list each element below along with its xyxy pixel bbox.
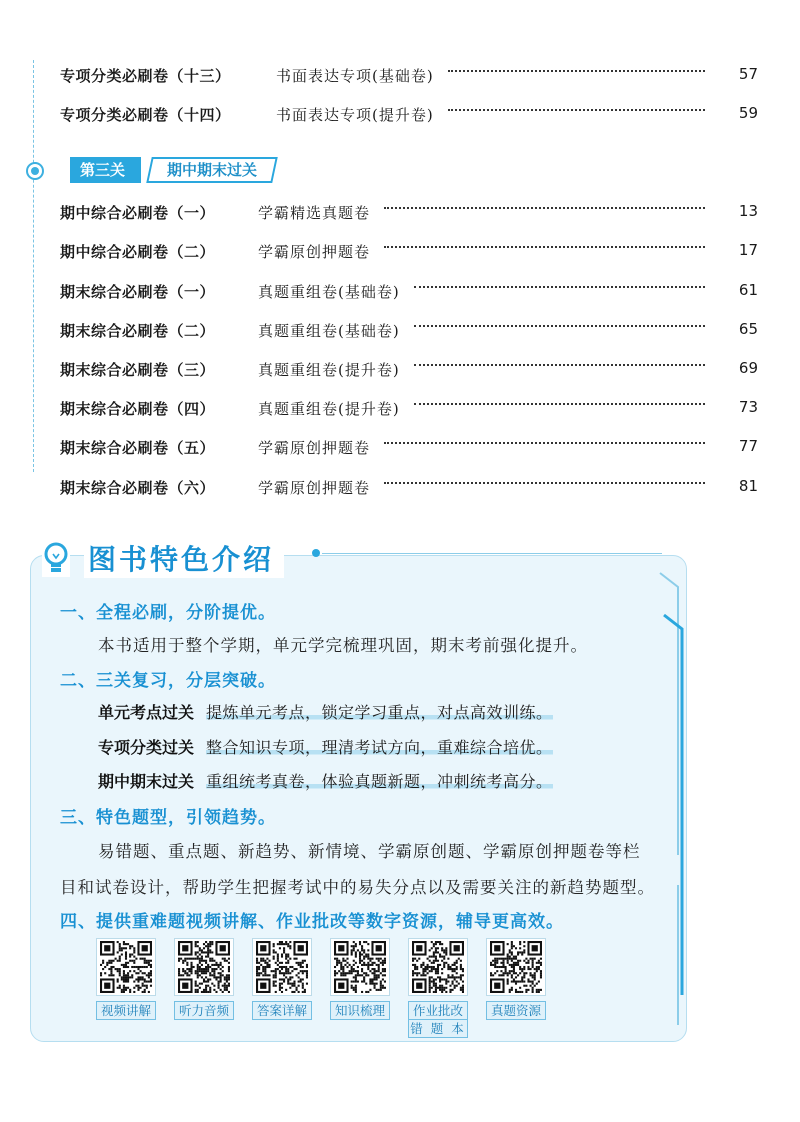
toc-page-number: 77	[738, 437, 758, 455]
title-rule	[322, 553, 662, 554]
toc-entry[interactable]	[60, 63, 760, 89]
panel-side-decoration	[658, 555, 686, 1040]
toc-entry-name: 期末综合必刷卷（二）	[60, 322, 216, 340]
feature-3-heading: 三、特色题型，引领趋势。	[60, 808, 276, 828]
toc-page-number: 65	[738, 320, 758, 338]
feature-2-item	[98, 769, 553, 792]
toc-entry[interactable]	[60, 279, 760, 305]
toc-entry-name: 期末综合必刷卷（五）	[60, 439, 216, 457]
feature-1-text: 本书适用于整个学期，单元学完梳理巩固，期末考前强化提升。	[98, 636, 588, 655]
qr-label: 答案详解	[252, 1001, 312, 1020]
features-title: 图书特色介绍	[84, 538, 284, 578]
lightbulb-icon	[42, 541, 70, 577]
toc-leader-dots	[414, 364, 705, 366]
item-key: 单元考点过关	[98, 703, 195, 722]
item-value: 整合知识专项，理清考试方向，重难综合培优。	[206, 738, 553, 757]
toc-page-number: 81	[738, 477, 758, 495]
toc-entry-name: 专项分类必刷卷（十四）	[60, 106, 231, 124]
toc-entry[interactable]	[60, 396, 760, 422]
toc-entry[interactable]	[60, 318, 760, 344]
section-marker-icon	[26, 162, 44, 180]
toc-entry-title: 书面表达专项(基础卷)	[276, 67, 434, 85]
qr-label: 视频讲解	[96, 1001, 156, 1020]
toc-page-number: 69	[738, 359, 758, 377]
toc-entry[interactable]	[60, 102, 760, 128]
qr-code-icon[interactable]	[174, 938, 234, 996]
toc-entry[interactable]	[60, 475, 760, 501]
toc-page-number: 17	[738, 241, 758, 259]
toc-page-number: 59	[738, 104, 758, 122]
feature-3-text-line2: 目和试卷设计，帮助学生把握考试中的易失分点以及需要关注的新趋势题型。	[60, 878, 655, 897]
section-3-label: 期中期末过关	[146, 157, 278, 183]
title-dot	[312, 549, 320, 557]
item-value: 提炼单元考点，锁定学习重点，对点高效训练。	[206, 703, 553, 722]
toc-page-number: 57	[738, 65, 758, 83]
toc-entry[interactable]	[60, 357, 760, 383]
toc-entry-title: 学霸原创押题卷	[258, 439, 371, 457]
qr-label-extra: 错 题 本	[408, 1020, 468, 1038]
feature-4-heading: 四、提供重难题视频讲解、作业批改等数字资源，辅导更高效。	[60, 912, 564, 932]
toc-leader-dots	[414, 403, 705, 405]
toc-entry-title: 真题重组卷(基础卷)	[258, 283, 400, 301]
toc-entry-name: 期中综合必刷卷（二）	[60, 243, 216, 261]
toc-entry-name: 期中综合必刷卷（一）	[60, 204, 216, 222]
toc-entry-name: 期末综合必刷卷（六）	[60, 479, 216, 497]
toc-leader-dots	[448, 70, 705, 72]
qr-code[interactable]	[486, 938, 546, 1020]
toc-entry-title: 书面表达专项(提升卷)	[276, 106, 434, 124]
toc-page-number: 13	[738, 202, 758, 220]
item-value: 重组统考真卷，体验真题新题，冲刺统考高分。	[206, 772, 553, 791]
qr-code-icon[interactable]	[486, 938, 546, 996]
feature-3-text-line1: 易错题、重点题、新趋势、新情境、学霸原创题、学霸原创押题卷等栏	[98, 842, 641, 861]
toc-entry-title: 真题重组卷(提升卷)	[258, 361, 400, 379]
qr-code[interactable]	[252, 938, 312, 1020]
feature-2-item	[98, 735, 553, 758]
section-timeline-line	[33, 60, 34, 472]
qr-code-icon[interactable]	[408, 938, 468, 996]
toc-entry[interactable]	[60, 239, 760, 265]
toc-entry-title: 学霸精选真题卷	[258, 204, 371, 222]
toc-leader-dots	[384, 442, 705, 444]
qr-code-icon[interactable]	[330, 938, 390, 996]
toc-entry-name: 期末综合必刷卷（一）	[60, 283, 216, 301]
toc-page-number: 73	[738, 398, 758, 416]
qr-label: 听力音频	[174, 1001, 234, 1020]
toc-page-number: 61	[738, 281, 758, 299]
section-3-header	[24, 157, 314, 183]
feature-2-item	[98, 700, 553, 723]
toc-entry[interactable]	[60, 435, 760, 461]
toc-entry-title: 学霸原创押题卷	[258, 479, 371, 497]
qr-label: 作业批改	[408, 1001, 468, 1020]
feature-2-heading: 二、三关复习，分层突破。	[60, 671, 276, 691]
qr-code[interactable]	[408, 938, 468, 1038]
toc-leader-dots	[384, 482, 705, 484]
qr-code[interactable]	[96, 938, 156, 1020]
toc-entry[interactable]	[60, 200, 760, 226]
qr-code[interactable]	[174, 938, 234, 1020]
qr-code-icon[interactable]	[96, 938, 156, 996]
section-3-tag: 第三关	[70, 157, 141, 183]
qr-code-group	[96, 938, 566, 1038]
toc-leader-dots	[384, 207, 705, 209]
item-key: 期中期末过关	[98, 772, 195, 791]
qr-code[interactable]	[330, 938, 390, 1020]
toc-entry-title: 真题重组卷(提升卷)	[258, 400, 400, 418]
toc-entry-name: 期末综合必刷卷（四）	[60, 400, 216, 418]
toc-leader-dots	[414, 325, 705, 327]
toc-leader-dots	[384, 246, 705, 248]
toc-entry-title: 学霸原创押题卷	[258, 243, 371, 261]
toc-entry-title: 真题重组卷(基础卷)	[258, 322, 400, 340]
qr-label: 知识梳理	[330, 1001, 390, 1020]
qr-code-icon[interactable]	[252, 938, 312, 996]
toc-entry-name: 期末综合必刷卷（三）	[60, 361, 216, 379]
toc-leader-dots	[414, 286, 705, 288]
toc-leader-dots	[448, 109, 705, 111]
item-key: 专项分类过关	[98, 738, 195, 757]
qr-label: 真题资源	[486, 1001, 546, 1020]
toc-entry-name: 专项分类必刷卷（十三）	[60, 67, 231, 85]
feature-1-heading: 一、全程必刷，分阶提优。	[60, 603, 276, 623]
